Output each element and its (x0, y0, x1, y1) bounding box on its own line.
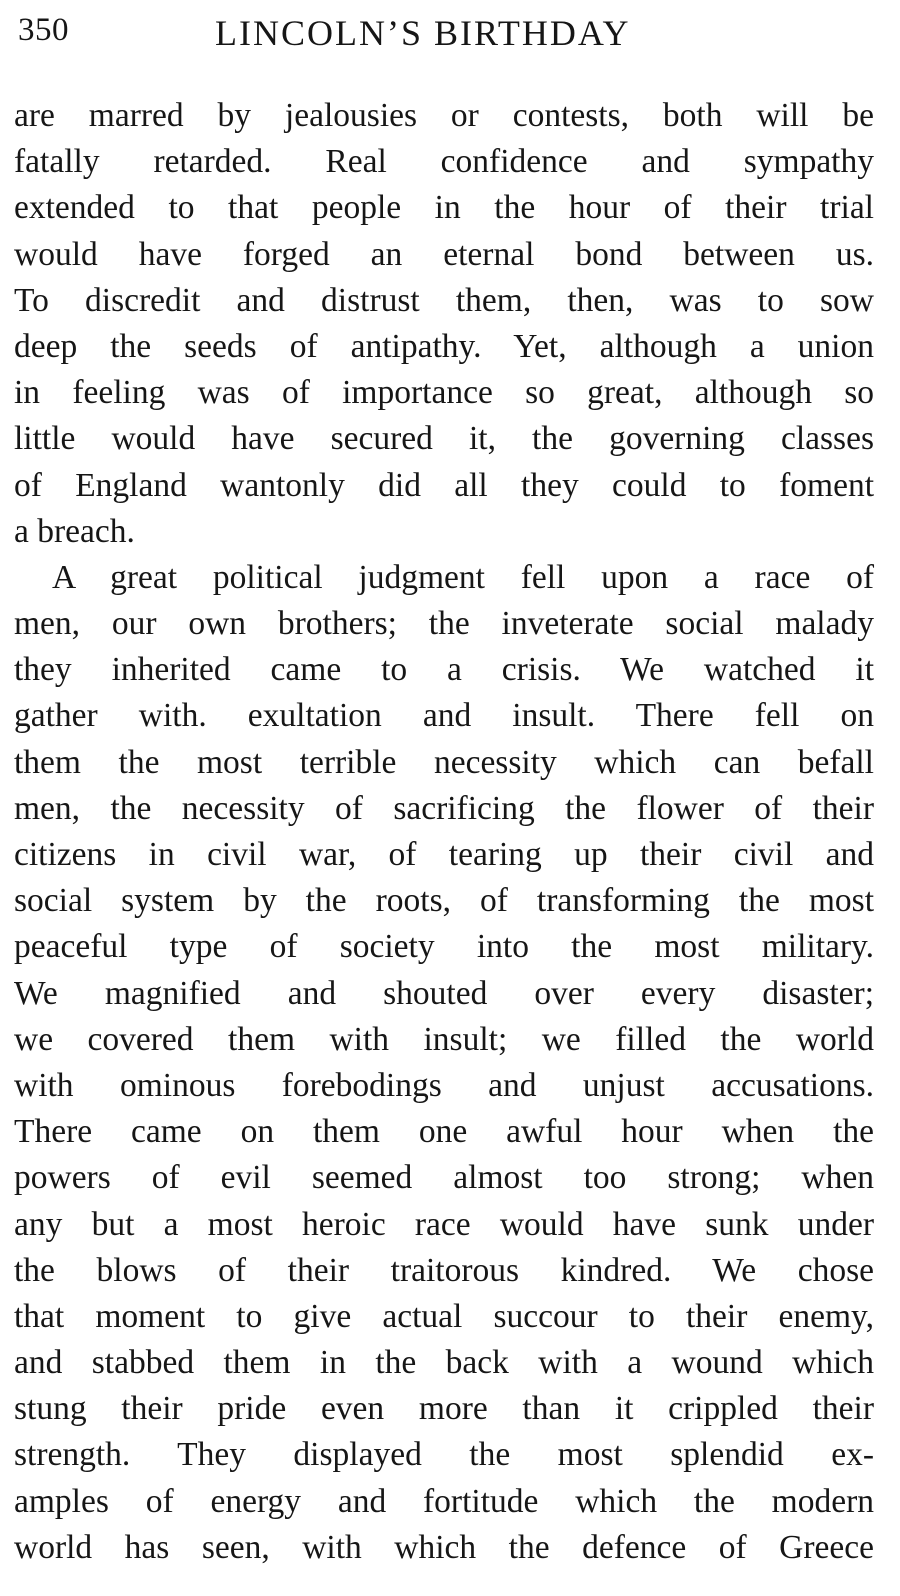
text-line: world has seen, with which the defence of Greece (14, 1528, 874, 1566)
text-line: and stabbed them in the back with a wound which (14, 1344, 874, 1382)
text-line: in feeling was of importance so great, although so (14, 374, 874, 412)
text-line: them the most terrible necessity which can befall (14, 743, 874, 781)
text-line: with ominous forebodings and unjust accusations. (14, 1066, 874, 1104)
text-line: are marred by jealousies or contests, both will be (14, 97, 874, 134)
text-line: stung their pride even more than it crippled their (14, 1390, 874, 1428)
paragraph-end-line: a breach. (14, 512, 135, 550)
text-line: men, our own brothers; the inveterate social malady (14, 605, 874, 643)
page-header (18, 6, 878, 56)
text-line: little would have secured it, the governing classes (14, 420, 874, 458)
text-line: We magnified and shouted over every disaster; (14, 974, 874, 1012)
text-line: fatally retarded. Real confidence and sympathy (14, 143, 874, 181)
text-line: any but a most heroic race would have sunk under (14, 1205, 874, 1243)
paragraph-start-line: A great political judgment fell upon a race of (52, 558, 874, 596)
text-line: deep the seeds of antipathy. Yet, although a union (14, 327, 874, 365)
text-line: they inherited came to a crisis. We watched it (14, 651, 874, 689)
text-line: we covered them with insult; we filled the world (14, 1020, 874, 1058)
text-line: the blows of their traitorous kindred. We chose (14, 1251, 874, 1289)
text-line: peaceful type of society into the most military. (14, 928, 874, 966)
page-number: 350 (18, 12, 69, 48)
text-line: There came on them one awful hour when the (14, 1113, 874, 1151)
text-line: To discredit and distrust them, then, was to sow (14, 281, 874, 319)
body-text (14, 93, 874, 1571)
text-line: of England wantonly did all they could to foment (14, 466, 874, 504)
text-line: would have forged an eternal bond between us. (14, 235, 874, 273)
text-line: extended to that people in the hour of their trial (14, 189, 874, 227)
text-line: gather with. exultation and insult. There fell on (14, 697, 874, 735)
text-line: strength. They displayed the most splendid ex- (14, 1436, 874, 1474)
text-line: that moment to give actual succour to their enemy, (14, 1297, 874, 1335)
text-line: amples of energy and fortitude which the modern (14, 1482, 874, 1520)
text-line: citizens in civil war, of tearing up their civil and (14, 836, 874, 873)
running-head: LINCOLN’S BIRTHDAY (215, 13, 631, 53)
text-line: social system by the roots, of transforming the most (14, 882, 874, 920)
text-line: powers of evil seemed almost too strong; when (14, 1159, 874, 1197)
text-line: men, the necessity of sacrificing the flower of their (14, 789, 874, 827)
